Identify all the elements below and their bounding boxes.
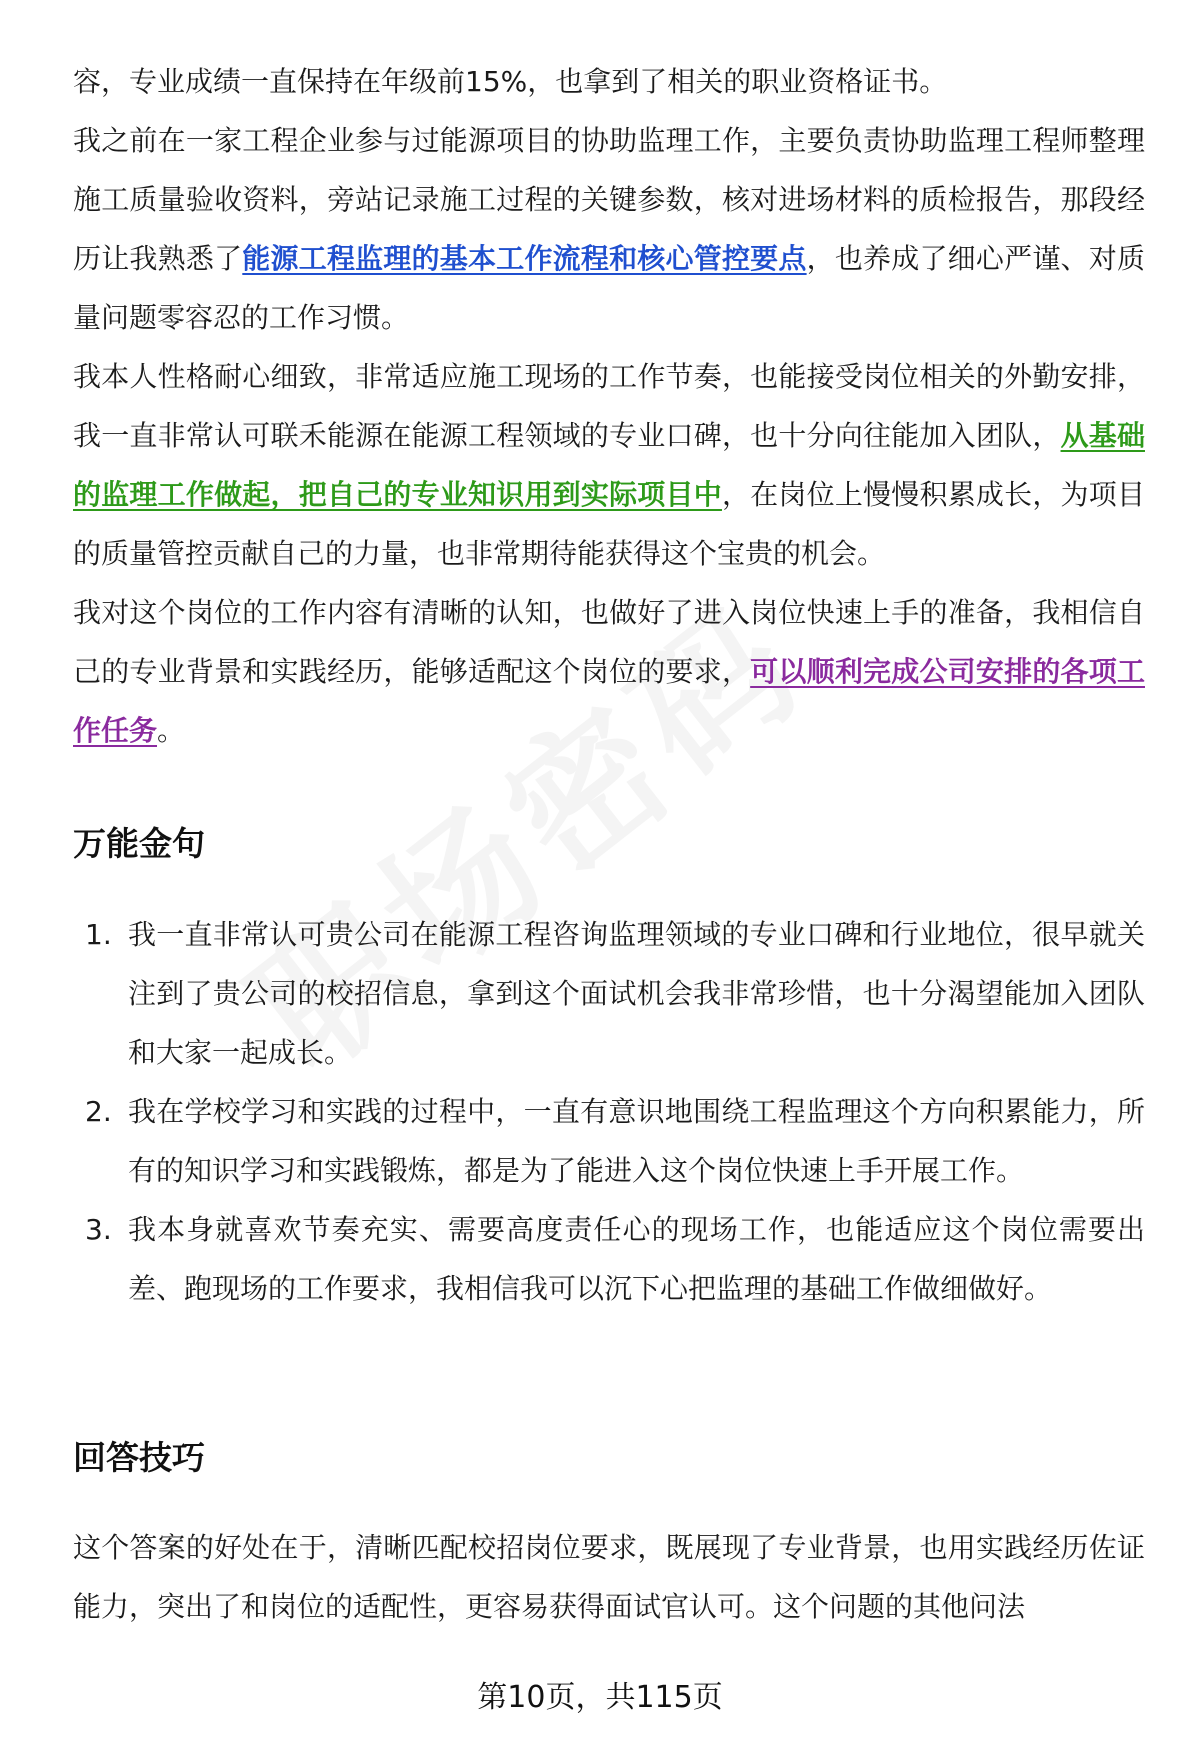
list-number: 1. [85, 918, 112, 951]
golden-sentences-list [73, 905, 1145, 1318]
paragraph-3: 我本人性格耐心细致，非常适应施工现场的工作节奏，也能接受岗位相关的外勤安排，我一直非常认可联禾能源在能源工程领域的专业口碑，也十分向往能加入团队，从基础的监理工作做起，把自己的专业知识用到实际项目中，在岗位上慢慢积累成长，为项目的质量管控贡献自己的力量，也非常期待能获得这个宝贵的机会。 [73, 360, 1145, 570]
highlight-green: 从基础的监理工作做起，把自己的专业知识用到实际项目中 [73, 419, 1145, 511]
highlight-blue: 能源工程监理的基本工作流程和核心管控要点 [242, 242, 807, 275]
page-number: 第10页，共115页 [477, 1680, 723, 1715]
list-item: 3. 我本身就喜欢节奏充实、需要高度责任心的现场工作，也能适应这个岗位需要出差、跑现场的工作要求，我相信我可以沉下心把监理的基础工作做细做好。 [73, 1200, 1145, 1318]
paragraph-2: 我之前在一家工程企业参与过能源项目的协助监理工作，主要负责协助监理工程师整理施工质量验收资料，旁站记录施工过程的关键参数，核对进场材料的质检报告，那段经历让我熟悉了能源工程监理的基本工作流程和核心管控要点，也养成了细心严谨、对质量问题零容忍的工作习惯。 [73, 124, 1145, 334]
paragraph-4: 我对这个岗位的工作内容有清晰的认知，也做好了进入岗位快速上手的准备，我相信自己的专业背景和实践经历，能够适配这个岗位的要求，可以顺利完成公司安排的各项工作任务。 [73, 596, 1145, 747]
intro-section [73, 52, 1145, 760]
list-number: 3. [85, 1213, 112, 1246]
answer-tips-section [73, 1518, 1145, 1636]
list-item: 2. 我在学校学习和实践的过程中，一直有意识地围绕工程监理这个方向积累能力，所有的知识学习和实践锻炼，都是为了能进入这个岗位快速上手开展工作。 [73, 1082, 1145, 1200]
tips-paragraph: 这个答案的好处在于，清晰匹配校招岗位要求，既展现了专业背景，也用实践经历佐证能力，突出了和岗位的适配性，更容易获得面试官认可。这个问题的其他问法 [73, 1531, 1145, 1623]
list-item: 1. 我一直非常认可贵公司在能源工程咨询监理领域的专业口碑和行业地位，很早就关注到了贵公司的校招信息，拿到这个面试机会我非常珍惜，也十分渴望能加入团队和大家一起成长。 [73, 905, 1145, 1082]
paragraph-1: 容，专业成绩一直保持在年级前15%，也拿到了相关的职业资格证书。 [73, 65, 948, 98]
highlight-purple: 可以顺利完成公司安排的各项工作任务 [73, 655, 1145, 747]
section-heading-golden-sentences: 万能金句 [73, 824, 205, 863]
list-number: 2. [85, 1095, 112, 1128]
section-heading-answer-tips: 回答技巧 [73, 1438, 205, 1477]
